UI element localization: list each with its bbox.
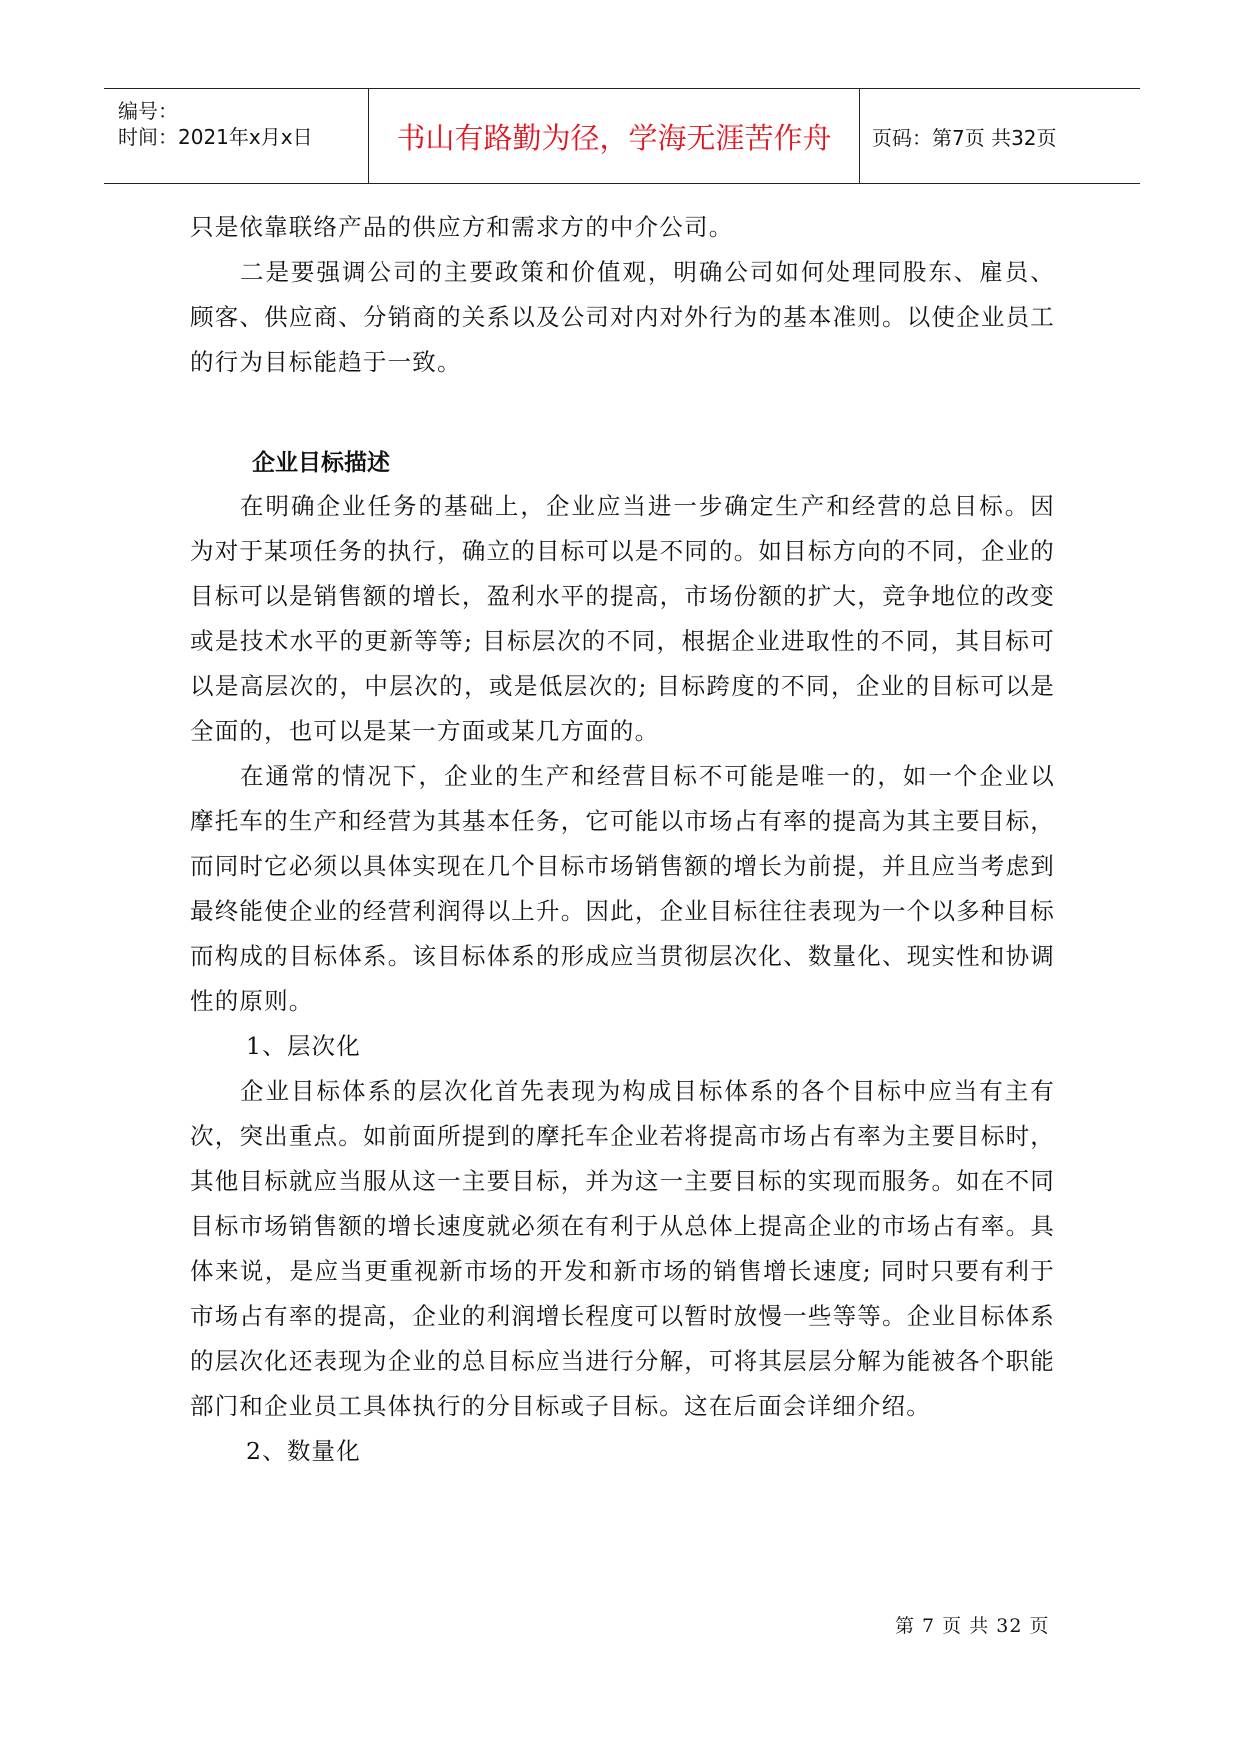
- subheading-2: 2、数量化: [246, 1437, 361, 1465]
- number-label: 编号：: [118, 99, 178, 123]
- page-footer: 第 7 页 共 32 页: [895, 1615, 1050, 1637]
- paragraph-4: 在通常的情况下，企业的生产和经营目标不可能是唯一的，如一个企业以摩托车的生产和经营为其基本任务，它可能以市场占有率的提高为其主要目标，而同时它必须以具体实现在几个目标市场销售额的增长为前提，并且应当考虑到最终能使企业的经营利润得以上升。因此，企业目标往往表现为一个以多种目标而构成的目标体系。该目标体系的形成应当贯彻层次化、数量化、现实性和协调性的原则。: [190, 762, 1055, 1015]
- time-label: 时间：2021年x月x日: [118, 125, 313, 149]
- paragraph-2: 二是要强调公司的主要政策和价值观，明确公司如何处理同股东、雇员、顾客、供应商、分销商的关系以及公司对内对外行为的基本准则。以使企业员工的行为目标能趋于一致。: [190, 258, 1055, 376]
- document-header: [104, 88, 1140, 184]
- header-meta-cell: [104, 89, 369, 183]
- header-page-cell: [860, 89, 1140, 183]
- motto-text: 书山有路勤为径，学海无涯苦作舟: [396, 120, 832, 155]
- page-label: 页码：第7页 共32页: [872, 125, 1057, 150]
- header-motto-cell: [369, 89, 860, 183]
- paragraph-5: 企业目标体系的层次化首先表现为构成目标体系的各个目标中应当有主有次，突出重点。如前面所提到的摩托车企业若将提高市场占有率为主要目标时，其他目标就应当服从这一主要目标，并为这一主要目标的实现而服务。如在不同目标市场销售额的增长速度就必须在有利于从总体上提高企业的市场占有率。具体来说，是应当更重视新市场的开发和新市场的销售增长速度; 同时只要有利于市场占有率的提高，企业的利润增长程度可以暂时放慢一些等等。企业目标体系的层次化还表现为企业的总目标应当进行分解，可将其层层分解为能被各个职能部门和企业员工具体执行的分目标或子目标。这在后面会详细介绍。: [190, 1077, 1055, 1420]
- paragraph-1: 只是依靠联络产品的供应方和需求方的中介公司。: [190, 213, 734, 241]
- paragraph-3: 在明确企业任务的基础上，企业应当进一步确定生产和经营的总目标。因为对于某项任务的执行，确立的目标可以是不同的。如目标方向的不同，企业的目标可以是销售额的增长，盈利水平的提高，市场份额的扩大，竞争地位的改变或是技术水平的更新等等; 目标层次的不同，根据企业进取性的不同，其目标可以是高层次的，中层次的，或是低层次的; 目标跨度的不同，企业的目标可以是全面的，也可以是某一方面或某几方面的。: [190, 492, 1055, 745]
- subheading-1: 1、层次化: [246, 1032, 361, 1060]
- section-heading: 企业目标描述: [252, 450, 390, 476]
- document-body: [190, 205, 1055, 1474]
